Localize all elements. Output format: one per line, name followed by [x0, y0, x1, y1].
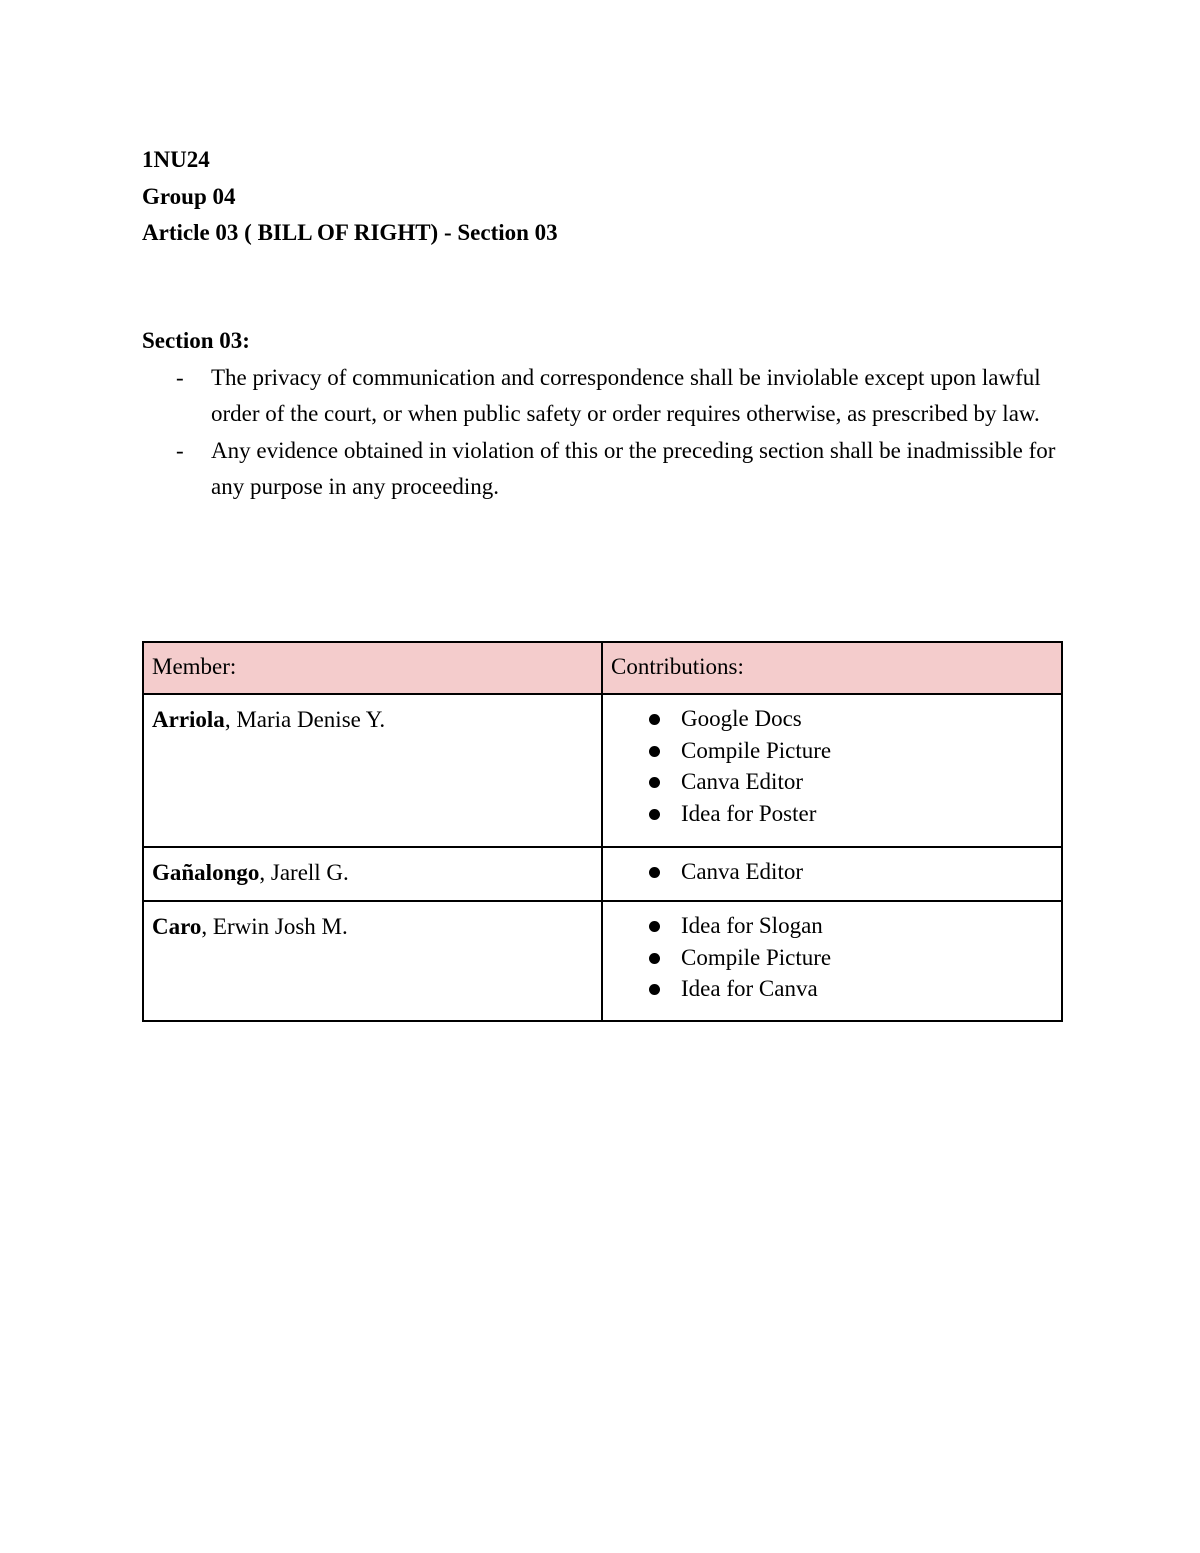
member-cell [143, 901, 602, 1021]
bullet-dot-icon [649, 921, 660, 932]
contribution-text: Idea for Poster [681, 800, 817, 826]
section-bullet-item [142, 360, 1062, 433]
contribution-text: Compile Picture [681, 944, 832, 970]
contributions-column-header: Contributions: [602, 642, 1062, 694]
table-row [143, 694, 1062, 847]
contributions-cell [602, 847, 1062, 901]
contribution-text: Canva Editor [681, 769, 803, 794]
contribution-item [611, 703, 1053, 735]
contribution-item [611, 910, 1053, 942]
member-surname: Gañalongo [152, 860, 260, 885]
section-bullet-text: The privacy of communication and correspondence shall be inviolable except upon lawful order of the court, or when public safety or order requires otherwise, as prescribed by law. [211, 364, 1041, 426]
member-given-name: , Jarell G. [259, 860, 349, 885]
bullet-dot-icon [649, 984, 660, 995]
contribution-item [611, 942, 1053, 974]
contribution-item [611, 766, 1053, 798]
bullet-dot-icon [649, 746, 660, 757]
table-row [143, 847, 1062, 901]
member-surname: Caro [152, 914, 202, 939]
course-code: 1NU24 [142, 147, 210, 172]
section-bullet-list [142, 360, 1062, 506]
contribution-text: Compile Picture [681, 737, 832, 763]
contribution-text: Google Docs [681, 706, 802, 731]
member-given-name: , Erwin Josh M. [201, 914, 348, 939]
bullet-dot-icon [649, 953, 660, 964]
table-row [143, 901, 1062, 1021]
group-label: Group 04 [142, 183, 236, 209]
contribution-text: Idea for Canva [681, 976, 818, 1001]
section-bullet-item [142, 433, 1062, 506]
table-header-row [143, 642, 1062, 694]
member-column-header: Member: [143, 642, 602, 694]
contribution-text: Idea for Slogan [681, 913, 823, 938]
contribution-item [611, 798, 1053, 830]
contribution-list [611, 856, 1053, 888]
bullet-dot-icon [649, 867, 660, 878]
bullet-dot-icon [649, 714, 660, 725]
bullet-dot-icon [649, 777, 660, 788]
contribution-item [611, 973, 1053, 1005]
member-cell [143, 694, 602, 847]
contribution-item [611, 735, 1053, 767]
dash-bullet-marker: - [176, 437, 184, 463]
contribution-list [611, 703, 1053, 829]
member-contributions-table [142, 641, 1063, 1022]
contributions-cell [602, 694, 1062, 847]
contribution-item [611, 856, 1053, 888]
section-title: Section 03: [142, 328, 250, 353]
dash-bullet-marker: - [176, 364, 184, 390]
contribution-text: Canva Editor [681, 859, 803, 884]
contributions-cell [602, 901, 1062, 1021]
member-given-name: , Maria Denise Y. [224, 707, 386, 732]
bullet-dot-icon [649, 809, 660, 820]
section-bullet-text: Any evidence obtained in violation of this or the preceding section shall be inadmissible for any purpose in any proceeding. [211, 437, 1056, 499]
contribution-list [611, 910, 1053, 1005]
article-title: Article 03 ( BILL OF RIGHT) - Section 03 [142, 220, 558, 245]
section-block [142, 323, 1062, 506]
member-cell [143, 847, 602, 901]
member-surname: Arriola [152, 707, 225, 732]
document-header [142, 142, 558, 252]
